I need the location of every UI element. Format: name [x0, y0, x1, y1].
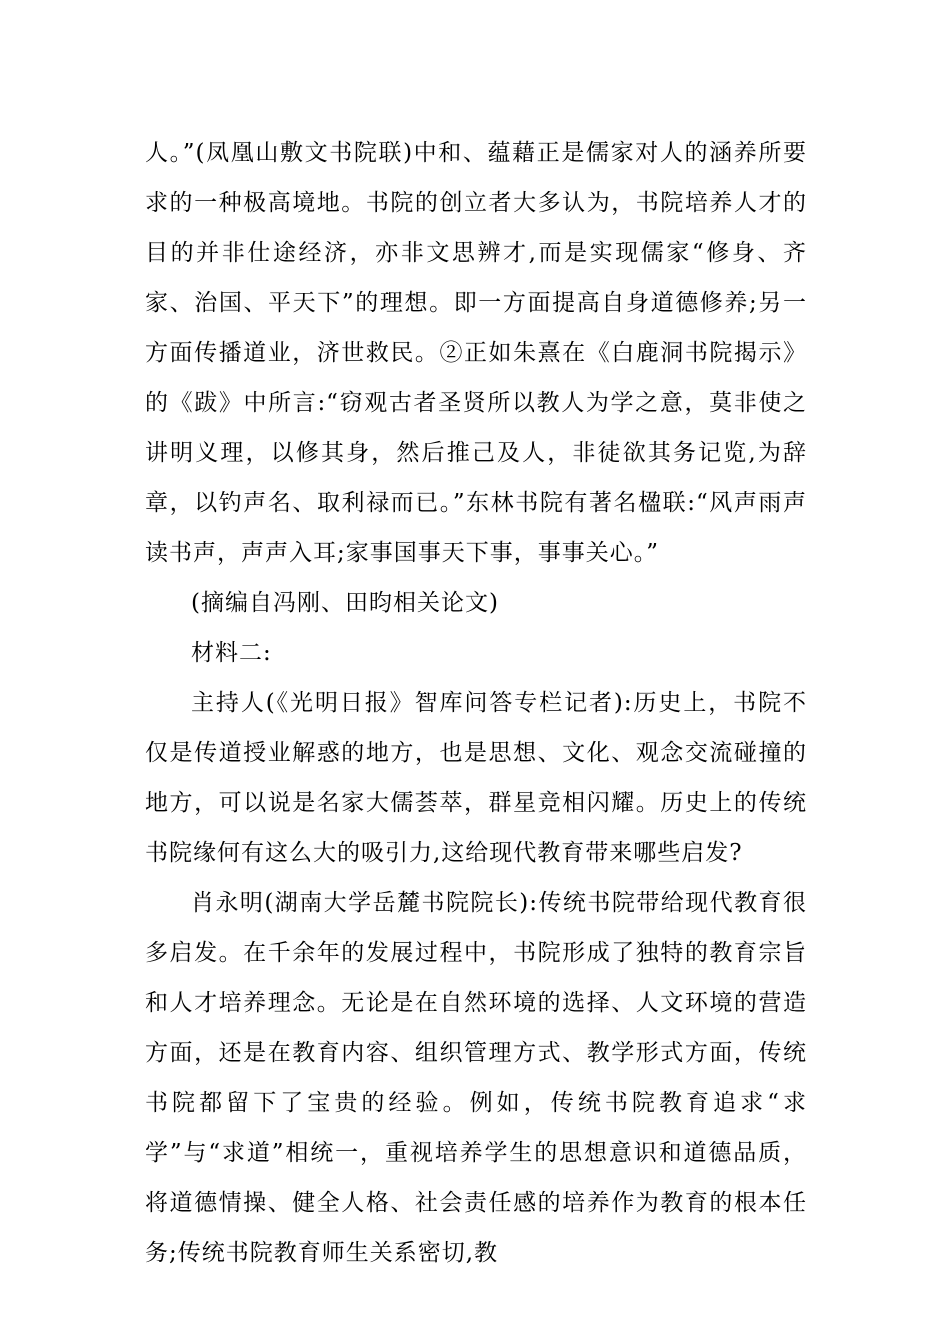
paragraph-host-question: 主持人(《光明日报》智库问答专栏记者):历史上，书院不仅是传道授业解惑的地方，也是思想、文化、观念交流碰撞的地方，可以说是名家大儒荟萃，群星竞相闪耀。历史上的传统书院缘何有这么大的吸引力,这给现代教育带来哪些启发?: [145, 690, 807, 866]
paragraph-continued-essay: 人。”(凤凰山敷文书院联)中和、蕴藉正是儒家对人的涵养所要求的一种极高境地。书院的创立者大多认为，书院培养人才的目的并非仕途经济，亦非文思辨才,而是实现儒家“修身、齐家、治国、平天下”的理想。即一方面提高自身道德修养;另一方面传播道业，济世救民。②正如朱熹在《白鹿洞书院揭示》的《跋》中所言:“窃观古者圣贤所以教人为学之意，莫非使之讲明义理，以修其身，然后推己及人，非徒欲其务记览,为辞章，以钓声名、取利禄而已。”东林书院有著名楹联:“风声雨声读书声，声声入耳;家事国事天下事，事事关心。”: [145, 140, 807, 566]
paragraph-material-heading: 材料二:: [191, 640, 272, 666]
document-body: [145, 128, 807, 1278]
paragraph-guest-answer: 肖永明(湖南大学岳麓书院院长):传统书院带给现代教育很多启发。在千余年的发展过程中，书院形成了独特的教育宗旨和人才培养理念。无论是在自然环境的选择、人文环境的营造方面，还是在教育内容、组织管理方式、教学形式方面，传统书院都留下了宝贵的经验。例如，传统书院教育追求“求学”与“求道”相统一，重视培养学生的思想意识和道德品质，将道德情操、健全人格、社会责任感的培养作为教育的根本任务;传统书院教育师生关系密切,教: [145, 890, 807, 1266]
paragraph-source-note: (摘编自冯刚、田昀相关论文): [191, 590, 499, 616]
